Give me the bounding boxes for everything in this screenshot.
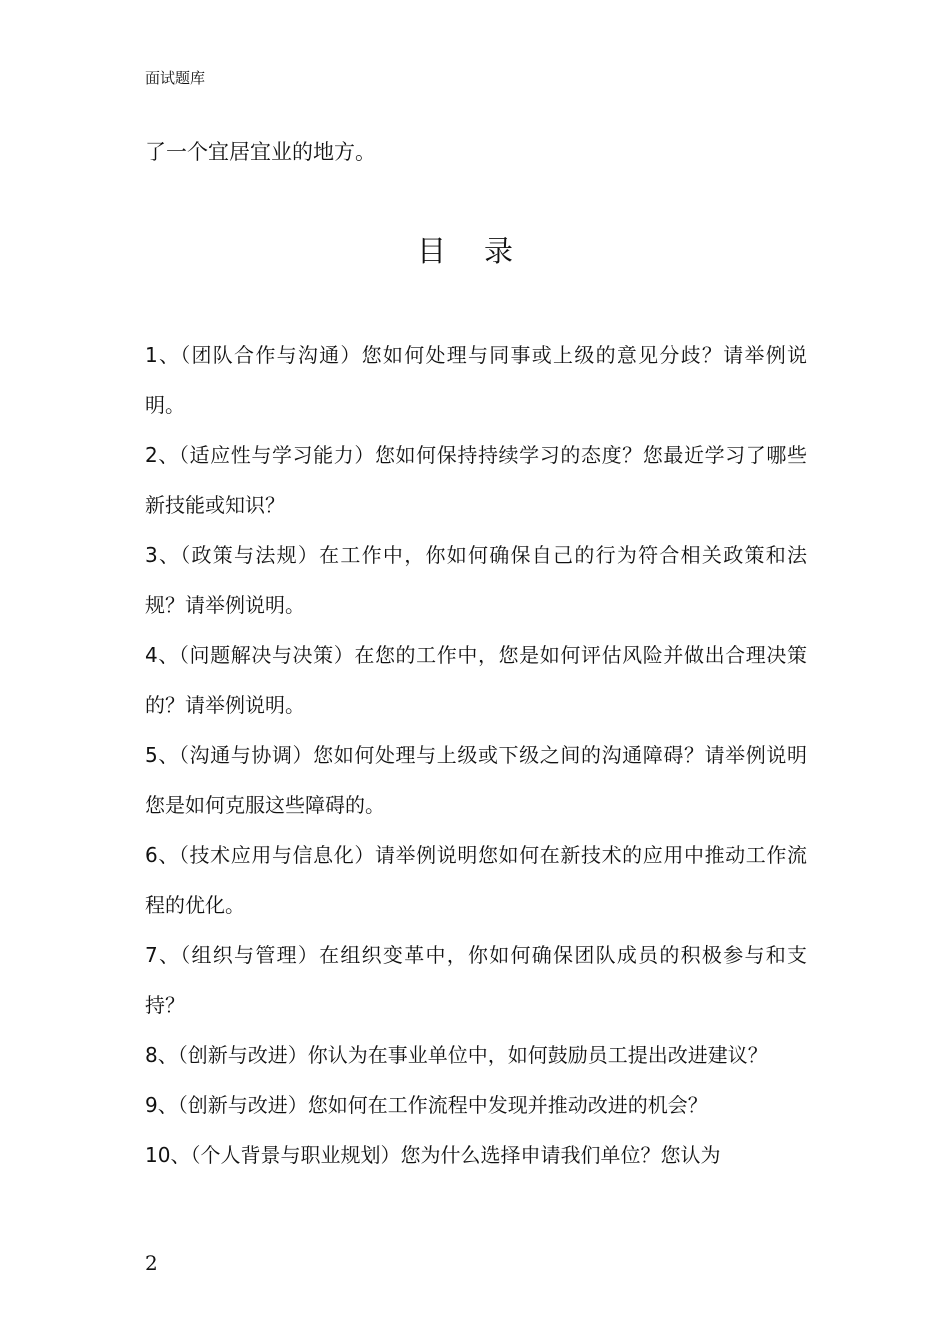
toc-title: 目录 [416,234,551,268]
toc-item-1[interactable]: 1、（团队合作与沟通）您如何处理与同事或上级的意见分歧？请举例说明。 [145,343,807,417]
toc-list [145,330,807,1180]
toc-item-2[interactable]: 2、（适应性与学习能力）您如何保持持续学习的态度？您最近学习了哪些新技能或知识？ [145,443,807,517]
page-header: 面试题库 [145,69,206,87]
continued-paragraph: 了一个宜居宜业的地方。 [145,140,376,164]
toc-item-6[interactable]: 6、（技术应用与信息化）请举例说明您如何在新技术的应用中推动工作流程的优化。 [145,843,807,917]
toc-item-5[interactable]: 5、（沟通与协调）您如何处理与上级或下级之间的沟通障碍？请举例说明您是如何克服这些障碍的。 [145,743,807,817]
toc-item-3[interactable]: 3、（政策与法规）在工作中，你如何确保自己的行为符合相关政策和法规？请举例说明。 [145,543,807,617]
toc-item-8[interactable]: 8、（创新与改进）你认为在事业单位中，如何鼓励员工提出改进建议？ [145,1043,768,1067]
toc-item-4[interactable]: 4、（问题解决与决策）在您的工作中，您是如何评估风险并做出合理决策的？请举例说明。 [145,643,807,717]
toc-item-10[interactable]: 10、（个人背景与职业规划）您为什么选择申请我们单位？您认为 [145,1143,721,1167]
toc-item-7[interactable]: 7、（组织与管理）在组织变革中，你如何确保团队成员的积极参与和支持？ [145,943,807,1017]
toc-item-9[interactable]: 9、（创新与改进）您如何在工作流程中发现并推动改进的机会？ [145,1093,708,1117]
page-number: 2 [145,1251,158,1275]
